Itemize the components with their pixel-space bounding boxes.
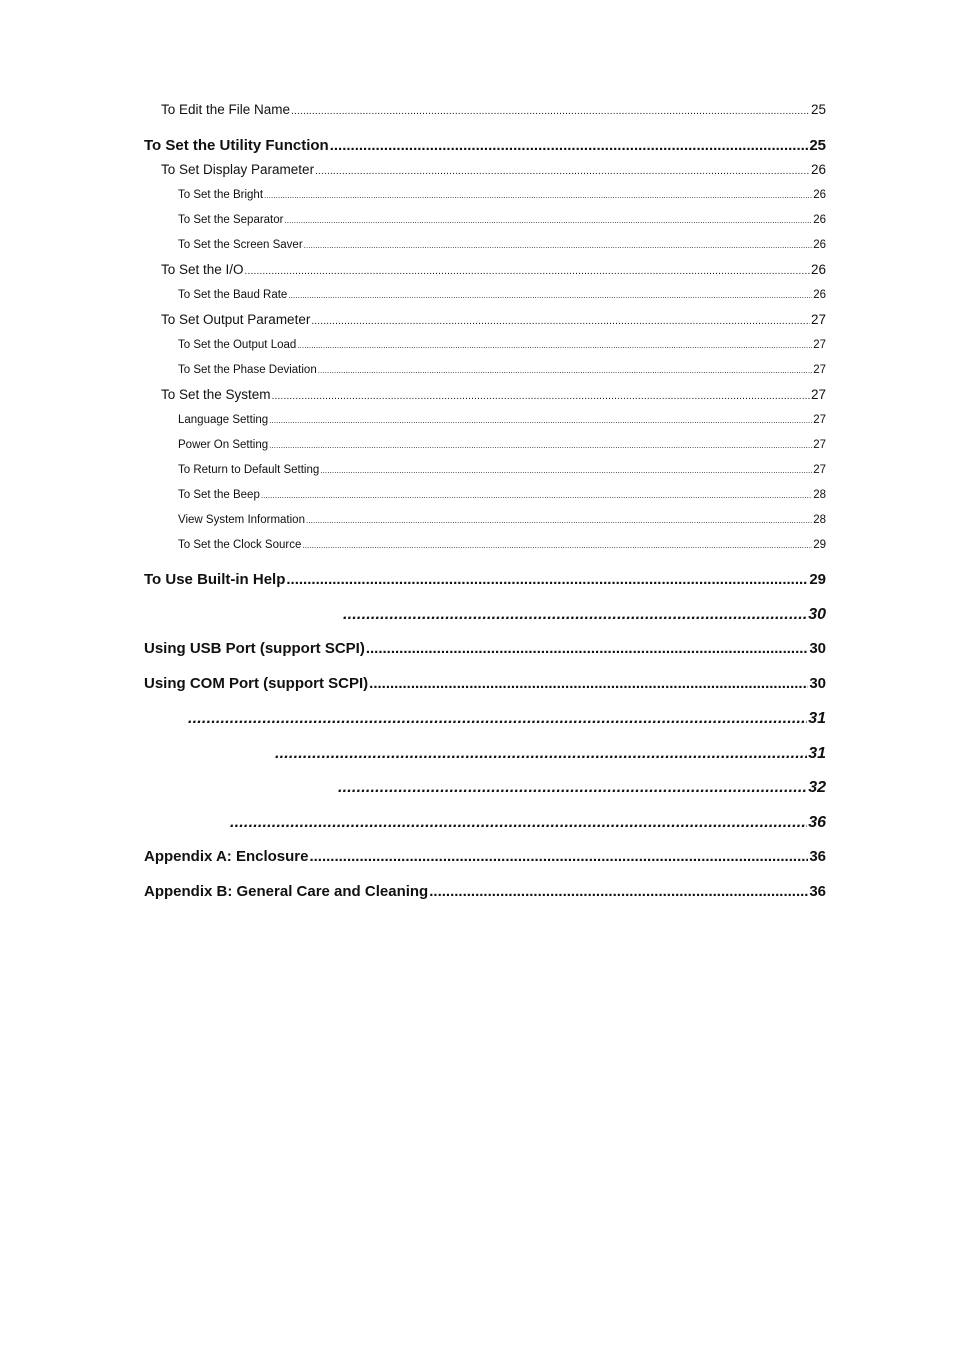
leader-dots <box>309 849 808 866</box>
toc-entry-page: 29 <box>809 572 826 588</box>
leader-dots <box>369 676 808 693</box>
toc-entry-page: 30 <box>808 606 826 623</box>
toc-entry-page: 26 <box>810 263 826 277</box>
leader-dots <box>315 166 810 177</box>
toc-entry-page: 31 <box>808 745 826 762</box>
toc-entry-label: To Use Built-in Help <box>144 572 286 588</box>
toc-entry-label: To Edit the File Name <box>161 103 291 117</box>
toc-entry-page: 27 <box>813 364 826 376</box>
toc-entry-label: To Set the Phase Deviation <box>178 364 317 376</box>
toc-entry[interactable] <box>161 163 826 178</box>
toc-entry-page: 26 <box>813 289 826 301</box>
toc-entry[interactable] <box>144 572 826 589</box>
leader-dots <box>272 391 810 402</box>
toc-entry[interactable] <box>229 814 826 832</box>
leader-dots <box>230 814 807 832</box>
toc-entry-page: 27 <box>813 339 826 351</box>
toc-entry-page: 30 <box>809 676 826 692</box>
toc-entry-label: To Set the System <box>161 388 271 402</box>
leader-dots <box>330 138 809 155</box>
toc-entry-label: Appendix A: Enclosure <box>144 849 309 865</box>
toc-entry-page: 36 <box>809 849 826 865</box>
leader-dots <box>338 779 807 797</box>
toc-entry-page: 27 <box>813 439 826 451</box>
leader-dots <box>304 242 813 251</box>
toc-entry-page: 26 <box>810 163 826 177</box>
toc-entry-label: To Set the Beep <box>178 489 260 501</box>
toc-entry-page: 26 <box>813 189 826 201</box>
toc-entry[interactable] <box>178 189 826 202</box>
toc-entry-page: 25 <box>809 138 826 154</box>
toc-entry-label: Appendix B: General Care and Cleaning <box>144 884 429 900</box>
toc-entry[interactable] <box>144 641 826 658</box>
leader-dots <box>320 467 812 476</box>
leader-dots <box>269 442 812 451</box>
toc-entry-page: 29 <box>813 539 826 551</box>
toc-entry[interactable] <box>161 263 826 278</box>
leader-dots <box>291 106 810 117</box>
toc-entry[interactable] <box>178 514 826 527</box>
toc-entry[interactable] <box>178 364 826 377</box>
toc-entry[interactable] <box>178 414 826 427</box>
toc-entry-page: 30 <box>809 641 826 657</box>
toc-entry-page: 27 <box>810 313 826 327</box>
toc-entry-label: To Set the Baud Rate <box>178 289 288 301</box>
leader-dots <box>297 342 812 351</box>
toc-entry-page: 27 <box>813 464 826 476</box>
toc-entry-label: To Set Display Parameter <box>161 163 315 177</box>
toc-entry-page: 31 <box>808 710 826 727</box>
toc-entry[interactable] <box>178 289 826 302</box>
toc-entry-page: 36 <box>808 814 826 831</box>
toc-entry[interactable] <box>187 710 826 728</box>
toc-entry-label: Language Setting <box>178 414 269 426</box>
toc-entry[interactable] <box>274 745 826 763</box>
toc-entry[interactable] <box>178 339 826 352</box>
toc-entry-page: 26 <box>813 239 826 251</box>
toc-entry-label: To Set the Bright <box>178 189 264 201</box>
toc-entry[interactable] <box>178 464 826 477</box>
toc-entry-label: To Set the Output Load <box>178 339 297 351</box>
toc-entry[interactable] <box>161 103 826 118</box>
toc-entry-label: To Set the Screen Saver <box>178 239 303 251</box>
toc-entry-page: 27 <box>810 388 826 402</box>
toc-entry[interactable] <box>178 214 826 227</box>
toc-entry-label: To Return to Default Setting <box>178 464 320 476</box>
toc-entry[interactable] <box>144 849 826 866</box>
toc-entry[interactable] <box>178 489 826 502</box>
toc-entry-page: 32 <box>808 779 826 796</box>
toc-entry[interactable] <box>342 606 826 624</box>
toc-entry-page: 27 <box>813 414 826 426</box>
leader-dots <box>275 745 807 763</box>
toc-entry[interactable] <box>161 388 826 403</box>
leader-dots <box>286 572 808 589</box>
toc-entry[interactable] <box>144 138 826 155</box>
toc-entry-page: 28 <box>813 489 826 501</box>
toc-entry-label: To Set Output Parameter <box>161 313 311 327</box>
toc-entry-label: View System Information <box>178 514 305 526</box>
toc-entry-label: Using USB Port (support SCPI) <box>144 641 365 657</box>
leader-dots <box>311 316 810 327</box>
toc-entry[interactable] <box>178 539 826 552</box>
toc-entry-label: To Set the Utility Function <box>144 138 329 154</box>
toc-entry-label: Using COM Port (support SCPI) <box>144 676 369 692</box>
leader-dots <box>318 367 812 376</box>
leader-dots <box>429 884 808 901</box>
leader-dots <box>288 292 812 301</box>
toc-entry[interactable] <box>178 439 826 452</box>
toc-entry-page: 26 <box>813 214 826 226</box>
toc-entry-label: Power On Setting <box>178 439 269 451</box>
leader-dots <box>306 517 812 526</box>
leader-dots <box>366 641 808 658</box>
toc-entry[interactable] <box>161 313 826 328</box>
leader-dots <box>264 192 812 201</box>
leader-dots <box>343 606 807 624</box>
leader-dots <box>245 266 810 277</box>
leader-dots <box>302 542 812 551</box>
toc-entry[interactable] <box>144 884 826 901</box>
toc-entry-page: 25 <box>810 103 826 117</box>
leader-dots <box>261 492 812 501</box>
toc-entry-label: To Set the Clock Source <box>178 539 302 551</box>
toc-entry-page: 36 <box>809 884 826 900</box>
leader-dots <box>284 217 812 226</box>
toc-entry-label: To Set the I/O <box>161 263 244 277</box>
leader-dots <box>269 417 812 426</box>
toc-entry-label: To Set the Separator <box>178 214 284 226</box>
toc-entry[interactable] <box>337 779 826 797</box>
leader-dots <box>188 710 807 728</box>
toc-entry[interactable] <box>178 239 826 252</box>
toc-entry-page: 28 <box>813 514 826 526</box>
toc-entry[interactable] <box>144 676 826 693</box>
